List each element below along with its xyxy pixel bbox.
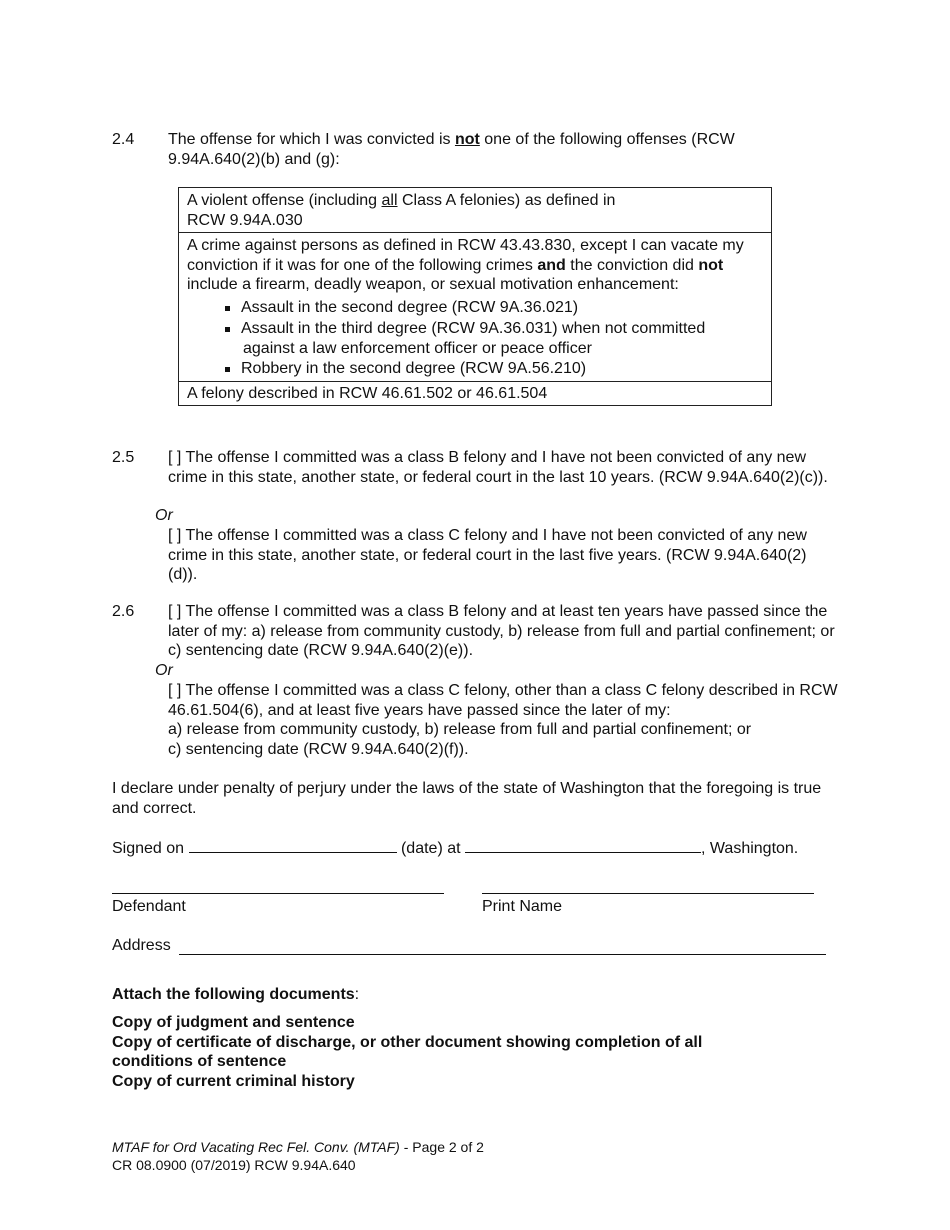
bullet-item: Assault in the second degree (RCW 9A.36.021) (187, 298, 763, 318)
section-2-6-option-1: [ ] The offense I committed was a class B felony and at least ten years have passed since the later of my: a) release from community custody, b) release from full and partial confinement; or c) sentencing date (RCW 9.94A.640(2)(e)). (168, 603, 835, 659)
footer (112, 1138, 484, 1174)
print-name-line[interactable] (482, 893, 814, 894)
attach-heading: Attach the following documents: (112, 986, 360, 1003)
location-signature-field[interactable] (465, 838, 701, 853)
violent-offense-row: A violent offense (including all Class A felonies) as defined in RCW 9.94A.030 (187, 192, 616, 229)
address-label: Address (112, 937, 171, 954)
bullet-item: Assault in the third degree (RCW 9A.36.031) when not committed against a law enforcement officer or peace officer (187, 319, 763, 358)
address-line[interactable] (179, 954, 826, 955)
section-number-2-5: 2.5 (112, 449, 135, 466)
perjury-declaration: I declare under penalty of perjury under the laws of the state of Washington that the foregoing is true and correct. (112, 780, 822, 817)
attachment-list (112, 1013, 772, 1091)
section-2-4-text: The offense for which I was convicted is not one of the following offenses (RCW 9.94A.640(2)(b) and (g): (168, 131, 735, 168)
section-number-2-4: 2.4 (112, 131, 135, 148)
section-2-5-or: Or (155, 507, 173, 524)
signed-on-line: Signed on (date) at , Washington. (112, 840, 799, 857)
crime-against-persons-row: A crime against persons as defined in RCW 43.43.830, except I can vacate my conviction if it was for one of the following crimes and the conviction did not include a firearm, deadly weapon, or sexual motivation enhancement: Assault in the second degree (RCW 9A.36.021) Assault in the third degree (RCW 9A.36.031) when not committed against a law enforcement officer or peace officer Robbery in the second degree (RCW 9A.56.210) (179, 232, 771, 381)
attachment-item: Copy of certificate of discharge, or other document showing completion of all conditions of sentence (112, 1033, 703, 1070)
bullet-item: Robbery in the second degree (RCW 9A.56.210) (187, 359, 763, 379)
section-2-5-option-1: [ ] The offense I committed was a class B felony and I have not been convicted of any new crime in this state, another state, or federal court in the last 10 years. (RCW 9.94A.640(2)(c)). (168, 449, 828, 486)
section-2-6-or: Or (155, 662, 173, 679)
footer-code: CR 08.0900 (07/2019) RCW 9.94A.640 (112, 1157, 356, 1173)
offense-table (178, 187, 772, 406)
felony-dui-row: A felony described in RCW 46.61.502 or 46.61.504 (179, 381, 771, 406)
section-2-5-option-2: [ ] The offense I committed was a class C felony and I have not been convicted of any new crime in this state, another state, or federal court in the last five years. (RCW 9.94A.640(2)(d)). (168, 527, 807, 583)
bullet-square-icon (225, 306, 230, 311)
section-2-6-option-2: [ ] The offense I committed was a class C felony, other than a class C felony described in RCW 46.61.504(6), and at least five years have passed since the later of my: a) release from community custody, b) release from full and partial confinement; or c) sentencing date (RCW 9.94A.640(2)(f)). (168, 682, 838, 758)
attachment-item: Copy of judgment and sentence (112, 1014, 355, 1031)
defendant-label: Defendant (112, 898, 186, 915)
defendant-signature-line[interactable] (112, 893, 444, 894)
section-number-2-6: 2.6 (112, 603, 135, 620)
bullet-square-icon (225, 367, 230, 372)
print-name-label: Print Name (482, 898, 563, 915)
date-signature-field[interactable] (189, 838, 397, 853)
footer-title: MTAF for Ord Vacating Rec Fel. Conv. (MTAF) - Page 2 of 2 (112, 1139, 484, 1155)
bullet-square-icon (225, 327, 230, 332)
attachment-item: Copy of current criminal history (112, 1072, 355, 1090)
